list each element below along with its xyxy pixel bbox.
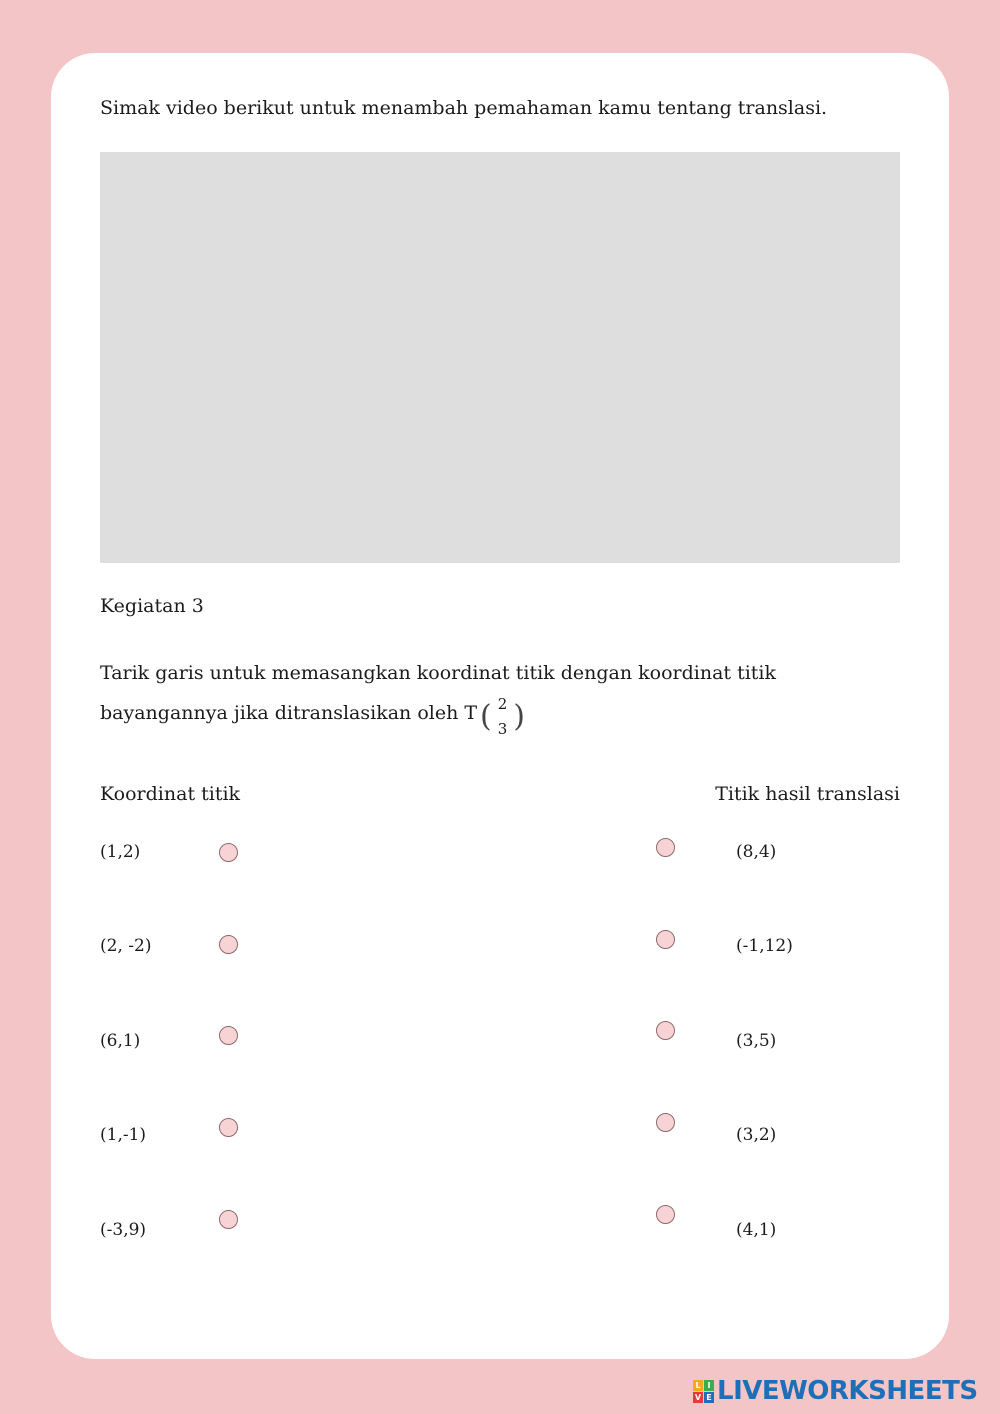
right-match-dot[interactable] [656, 1021, 675, 1040]
logo-letter: E [704, 1392, 714, 1403]
left-point-label: (1,-1) [100, 1125, 147, 1145]
right-point-label: (3,5) [736, 1031, 777, 1051]
right-match-dot[interactable] [656, 1205, 675, 1224]
right-match-dot[interactable] [656, 838, 675, 857]
liveworksheets-logo[interactable] [693, 1376, 978, 1406]
left-column-header: Koordinat titik [100, 783, 241, 805]
instruction-line-2: bayangannya jika ditranslasikan oleh T [100, 702, 478, 724]
left-point-label: (6,1) [100, 1031, 141, 1051]
live-logo-icon [693, 1380, 714, 1403]
right-point-label: (4,1) [736, 1220, 777, 1240]
logo-text: LIVEWORKSHEETS [717, 1376, 978, 1406]
logo-letter: L [693, 1380, 703, 1391]
right-match-dot[interactable] [656, 1113, 675, 1132]
instruction-line-1: Tarik garis untuk memasangkan koordinat titik dengan koordinat titik [100, 662, 777, 684]
left-point-label: (1,2) [100, 842, 141, 862]
logo-letter: I [704, 1380, 714, 1391]
right-match-dot[interactable] [656, 930, 675, 949]
vector-bottom: 3 [497, 720, 508, 738]
translation-vector [480, 692, 525, 742]
activity-title: Kegiatan 3 [100, 595, 204, 617]
left-point-label: (-3,9) [100, 1220, 147, 1240]
left-match-dot[interactable] [219, 1026, 238, 1045]
vector-top: 2 [497, 695, 508, 713]
logo-letter: V [694, 1392, 702, 1402]
left-match-dot[interactable] [219, 1210, 238, 1229]
intro-text: Simak video berikut untuk menambah pemahaman kamu tentang translasi. [100, 97, 828, 119]
left-match-dot[interactable] [219, 1118, 238, 1137]
left-match-dot[interactable] [219, 935, 238, 954]
right-column-header: Titik hasil translasi [715, 783, 900, 805]
right-point-label: (-1,12) [736, 936, 793, 956]
left-paren: ( [480, 699, 492, 734]
vector-column [498, 692, 508, 742]
right-paren: ) [513, 699, 526, 734]
right-point-label: (3,2) [736, 1125, 777, 1145]
video-player[interactable] [100, 152, 900, 563]
activity-instruction [100, 657, 860, 739]
right-point-label: (8,4) [736, 842, 777, 862]
left-point-label: (2, -2) [100, 936, 152, 956]
left-match-dot[interactable] [219, 843, 238, 862]
